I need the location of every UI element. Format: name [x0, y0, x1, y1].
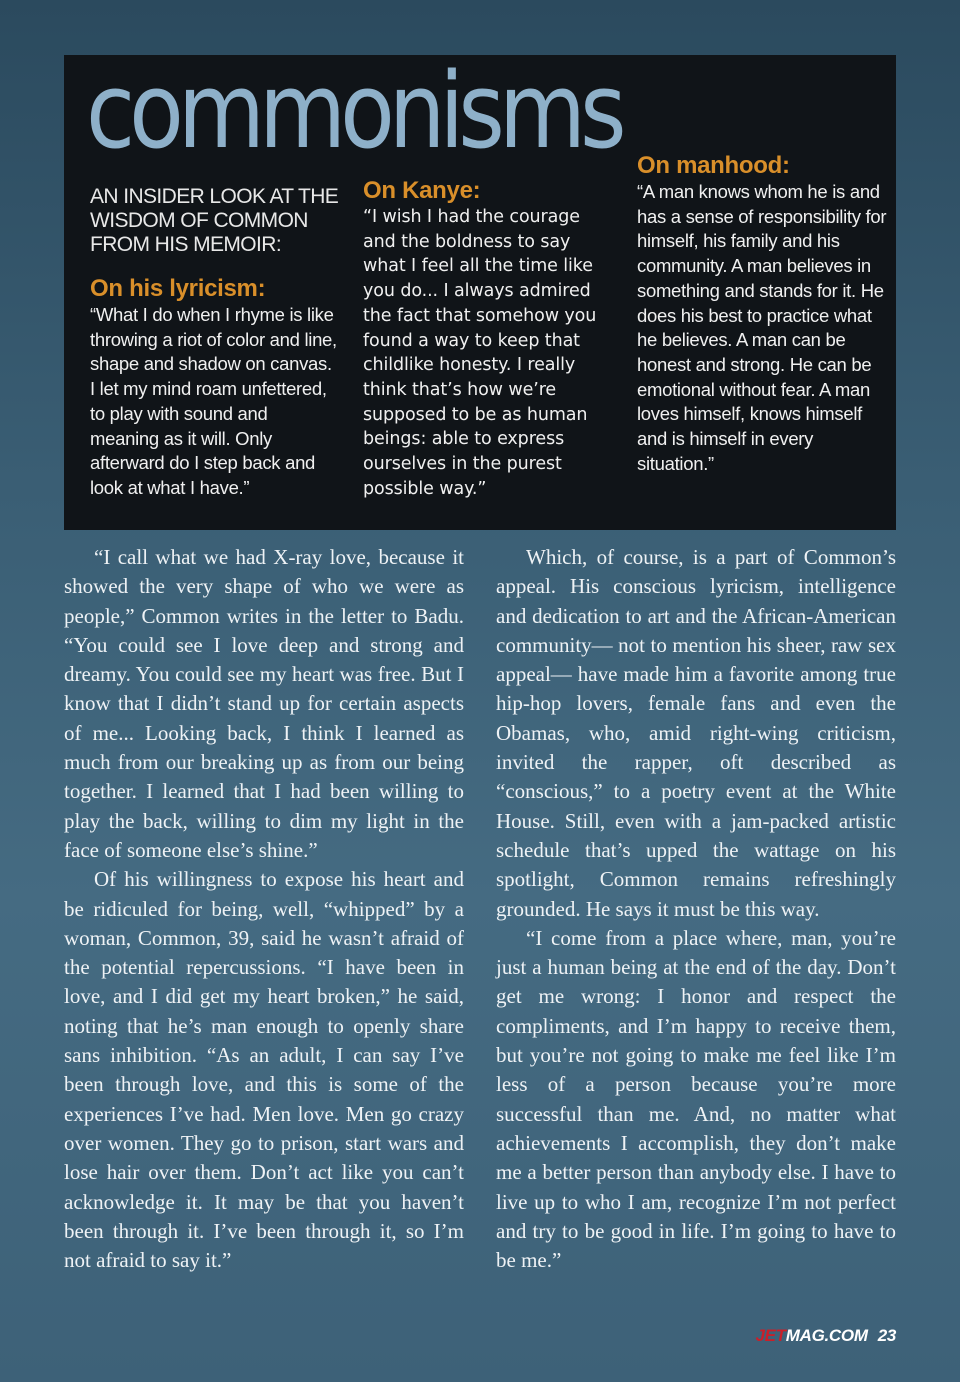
- article-column-right: [496, 543, 896, 1275]
- quote-heading-kanye: On Kanye:: [363, 177, 481, 204]
- sidebar-subtitle: AN INSIDER LOOK AT THE WISDOM OF COMMON FROM HIS MEMOIR:: [90, 185, 339, 256]
- article-column-left: [64, 543, 464, 1275]
- article-paragraph: Of his willingness to expose his heart and be ridiculed for being, well, “whipped” by a woman, Common, 39, said he wasn’t afraid of the potential repercussions. “I have been in love, and I did get my heart broken,” he said, noting that he’s man enough to openly share sans inhibition. “As an adult, I can say I’ve been through love, and this is some of the experiences I’ve had. Men love. Men go crazy over women. They go to prison, start wars and lose hair over them. Don’t act like you can’t acknowledge it. It may be that you haven’t been through it. I’ve been through it, so I’m not afraid to say it.”: [64, 867, 464, 1273]
- article-paragraph: “I call what we had X-ray love, because it showed the very shape of who we were as people,” Common writes in the letter to Badu. “You could see I love deep and strong and dreamy. You could see my heart was free. But I know that I didn’t stand up for certain aspects of me... Looking back, I think I learned as much from our breaking up as from our being together. I learned that I had been willing to play the back, willing to dim my light in the face of someone else’s shine.”: [64, 545, 464, 862]
- footer-brand-domain: MAG.COM: [785, 1326, 868, 1345]
- quote-text-manhood: “A man knows whom he is and has a sense of responsibility for himself, his family and his community. A man believes in something and stands for it. He does his best to practice what he believes. A man can be honest and strong. He can be emotional without fear. A man loves himself, knows himself and is himself in every situation.”: [637, 181, 887, 474]
- quote-text-kanye: “I wish I had the courage and the boldness to say what I feel all the time like you do... I always admired the fact that somehow you found a way to keep that childlike honesty. I really think that’s how we’re supposed to be as human beings: able to express ourselves in the purest possible way.”: [363, 207, 597, 499]
- sidebar-title: commonisms: [86, 50, 621, 172]
- quote-text-lyricism: “What I do when I rhyme is like throwing a riot of color and line, shape and shadow on canvas. I let my mind roam unfettered, to play with sound and meaning as it will. Only afterward do I step back and look at what I have.”: [90, 304, 337, 498]
- quote-heading-lyricism: On his lyricism:: [90, 275, 266, 302]
- article-paragraph: Which, of course, is a part of Common’s appeal. His conscious lyricism, intelligence and dedication to art and the African-American community— not to mention his sheer, raw sex appeal— have made him a favorite among true hip-hop lovers, female fans and even the Obamas, who, amid right-wing criticism, invited the rapper, oft described as “conscious,” to a poetry event at the White House. Still, even with a jam-packed artistic schedule that’s upped the wattage on his spotlight, Common remains refreshingly grounded. He says it must be this way.: [496, 545, 896, 921]
- article-paragraph: “I come from a place where, man, you’re just a human being at the end of the day. Don’t get me wrong: I honor and respect the compliments, and I’m happy to receive them, but you’re not going to make me feel like I’m less of a person because you’re more successful than me. And, no matter what achievements I accomplish, they don’t make me a better person than anybody else. I have to live up to who I am, recognize I’m not perfect and try to be good in life. I’m going to have to be me.”: [496, 925, 896, 1273]
- quote-lyricism: [90, 275, 340, 501]
- commonisms-sidebar: [64, 50, 896, 530]
- page-footer: [755, 1326, 896, 1346]
- footer-brand-jet: JET: [755, 1326, 786, 1345]
- page-number: 23: [877, 1326, 896, 1345]
- quote-manhood: [637, 152, 887, 476]
- quote-heading-manhood: On manhood:: [637, 152, 790, 179]
- quote-kanye: [363, 177, 613, 501]
